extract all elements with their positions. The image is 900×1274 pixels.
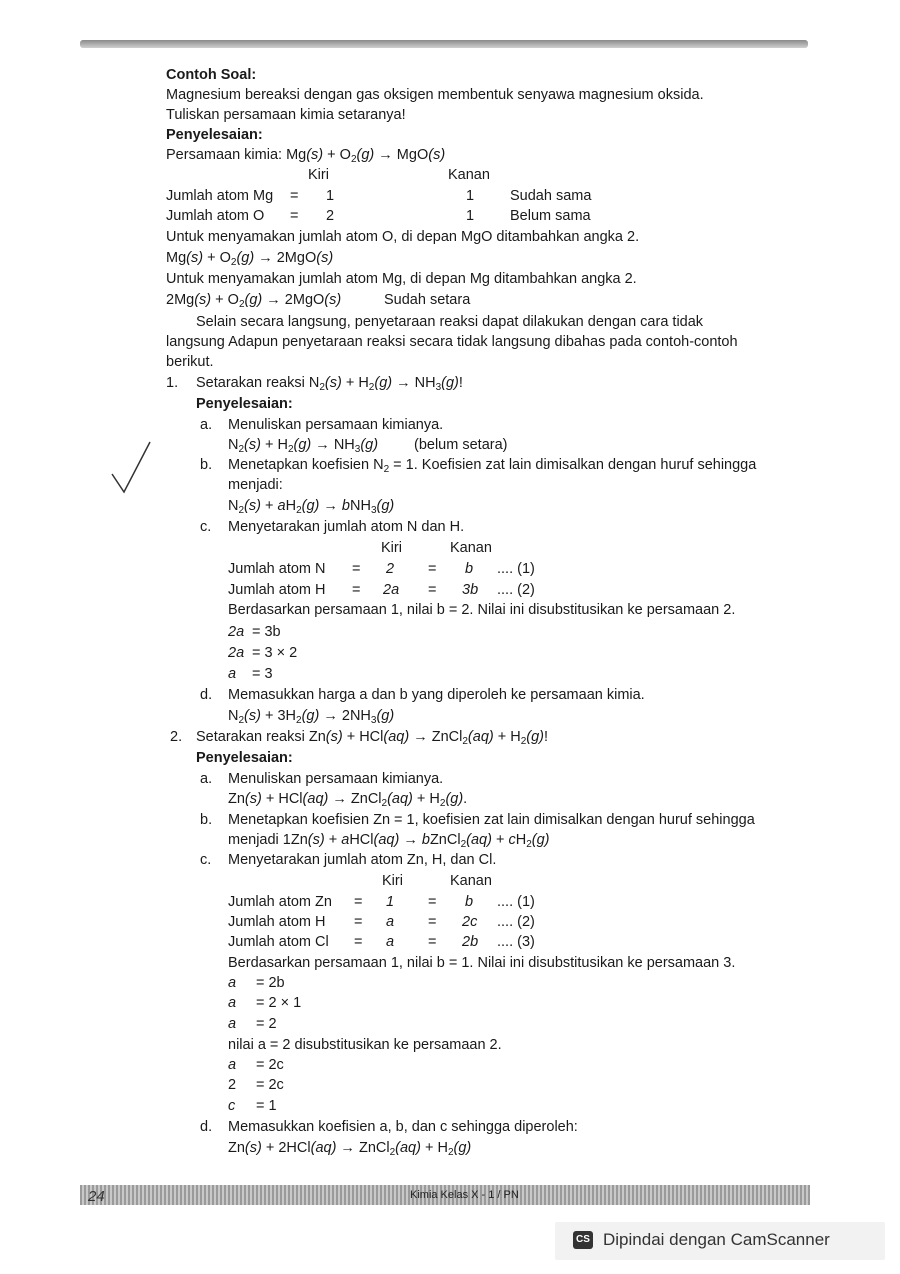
p2-calc2-3-l: c	[228, 1098, 236, 1114]
page-number: 24	[88, 1188, 105, 1205]
page-top-edge	[80, 40, 808, 48]
p1-d-equation: $N_2(s) + 3H_2(g) \to 2NH_3(g)$	[228, 708, 395, 726]
row-mg-left: 1	[326, 188, 335, 204]
p2-d-equation: Zn(s) + 2HCl(aq) → ZnCl$_2$(aq) + $H_2(g)$	[228, 1140, 472, 1158]
p1-row-h-eq: =	[352, 582, 361, 598]
p2-task: Setarakan reaksi Zn(s) + HCl(aq) → ZnCl$_2$(aq) + $H_2(g)$!	[196, 729, 549, 747]
p2-b-label: b.	[200, 812, 213, 828]
p1-row-h-tag: .... (2)	[497, 582, 535, 598]
p1-a-text: Menuliskan persamaan kimianya.	[228, 417, 444, 433]
p1-d-text: Memasukkan harga a dan b yang diperoleh ke persamaan kimia.	[228, 687, 645, 703]
para-indirect-3: berikut.	[166, 354, 214, 370]
row-mg-eq: =	[290, 188, 299, 204]
p2-row-zn-tag: .... (1)	[497, 894, 535, 910]
equation-step-1: $Mg(s) + O_2(g) \to 2MgO(s)$	[166, 250, 334, 268]
p2-row-zn-left: 1	[386, 894, 395, 910]
row-o-left: 2	[326, 208, 335, 224]
p1-calc-1-r: = 3b	[252, 624, 281, 640]
p1-a-label: a.	[200, 417, 213, 433]
p2-d-label: d.	[200, 1119, 213, 1135]
p2-calc1-3-r: = 2	[256, 1016, 277, 1032]
p2-subst-2: nilai a = 2 disubstitusikan ke persamaan 2.	[228, 1037, 502, 1053]
p2-calc1-3-l: a	[228, 1016, 237, 1032]
p1-row-h-right: 3b	[462, 582, 479, 598]
footer-text: Kimia Kelas X - 1 / PN	[410, 1189, 519, 1201]
p2-row-h-label: Jumlah atom H	[228, 914, 326, 930]
row-mg-right: 1	[466, 188, 475, 204]
p2-calc2-3-r: = 1	[256, 1098, 277, 1114]
p2-c-label: c.	[200, 852, 212, 868]
para-o: Untuk menyamakan jumlah atom O, di depan MgO ditambahkan angka 2.	[166, 229, 640, 245]
p1-b-text: Menetapkan koefisien $N_2 = 1$. Koefisien zat lain dimisalkan dengan huruf sehingga	[228, 457, 757, 475]
p2-calc1-2-l: a	[228, 995, 237, 1011]
p2-d-text: Memasukkan koefisien a, b, dan c sehingga diperoleh:	[228, 1119, 578, 1135]
p1-a-equation: $N_2(s) + H_2(g) \to NH_3(g)$	[228, 437, 379, 455]
p2-row-h-right: 2c	[462, 914, 478, 930]
p1-row-n-tag: .... (1)	[497, 561, 535, 577]
p2-row-cl-eq2: =	[428, 934, 437, 950]
row-o-status: Belum sama	[510, 208, 591, 224]
p1-calc-3-l: a	[228, 666, 237, 682]
p1-subst: Berdasarkan persamaan 1, nilai b = 2. Nilai ini disubstitusikan ke persamaan 2.	[228, 602, 736, 618]
p2-row-zn-right: b	[465, 894, 474, 910]
p1-calc-3-r: = 3	[252, 666, 273, 682]
p1-number: 1.	[166, 375, 179, 391]
p1-row-n-eq2: =	[428, 561, 437, 577]
p1-calc-2-r: = 3 × 2	[252, 645, 298, 661]
p1-task: Setarakan reaksi $N_2(s) + H_2(g) \to NH_3(g)$!	[196, 375, 463, 393]
para-mg: Untuk menyamakan jumlah atom Mg, di depan Mg ditambahkan angka 2.	[166, 271, 637, 287]
p1-row-h-label: Jumlah atom H	[228, 582, 326, 598]
para-indirect-2: langsung Adapun penyetaraan reaksi secara tidak langsung dibahas pada contoh-contoh	[166, 334, 738, 350]
p1-col-right: Kanan	[450, 540, 492, 556]
p2-calc1-1-r: = 2b	[256, 975, 285, 991]
p1-c-text: Menyetarakan jumlah atom N dan H.	[228, 519, 465, 535]
p1-calc-2-l: 2a	[228, 645, 245, 661]
p1-col-left: Kiri	[381, 540, 402, 556]
p2-a-equation: Zn(s) + HCl(aq) → ZnCl$_2$(aq) + $H_2(g)$.	[228, 791, 468, 809]
p1-row-n-eq: =	[352, 561, 361, 577]
p1-b-text-2: menjadi:	[228, 477, 283, 493]
p1-row-n-left: 2	[386, 561, 395, 577]
p2-solution-label: Penyelesaian:	[196, 750, 293, 766]
p1-c-label: c.	[200, 519, 212, 535]
p2-calc2-1-r: = 2c	[256, 1057, 284, 1073]
p1-b-equation: $N_2(s) + aH_2(g) \to bNH_3(g)$	[228, 498, 395, 516]
solution-label: Penyelesaian:	[166, 127, 263, 143]
p2-calc1-2-r: = 2 × 1	[256, 995, 302, 1011]
col-right-header: Kanan	[448, 167, 490, 183]
p1-belum-setara: (belum setara)	[414, 437, 508, 453]
p2-a-text: Menuliskan persamaan kimianya.	[228, 771, 444, 787]
p2-row-zn-eq2: =	[428, 894, 437, 910]
p2-row-cl-tag: .... (3)	[497, 934, 535, 950]
p1-solution-label: Penyelesaian:	[196, 396, 293, 412]
p1-row-h-left: 2a	[383, 582, 400, 598]
equation-line: Persamaan kimia: $Mg(s) + O_2(g) \to MgO(s)$	[166, 147, 446, 165]
row-o-eq: =	[290, 208, 299, 224]
p2-b-text: Menetapkan koefisien Zn = 1, koefisien zat lain dimisalkan dengan huruf sehingga	[228, 812, 755, 828]
p2-row-h-tag: .... (2)	[497, 914, 535, 930]
camscanner-text: Dipindai dengan CamScanner	[603, 1230, 830, 1249]
p2-subst: Berdasarkan persamaan 1, nilai b = 1. Nilai ini disubstitusikan ke persamaan 3.	[228, 955, 736, 971]
p2-calc1-1-l: a	[228, 975, 237, 991]
section-title: Contoh Soal:	[166, 67, 257, 83]
p1-d-label: d.	[200, 687, 213, 703]
p1-row-n-label: Jumlah atom N	[228, 561, 326, 577]
p2-row-cl-eq: =	[354, 934, 363, 950]
para-indirect-1: Selain secara langsung, penyetaraan reaksi dapat dilakukan dengan cara tidak	[196, 314, 704, 330]
p2-b-equation: menjadi 1Zn(s) + aHCl(aq) → bZnCl$_2$(aq) + $cH_2(g)$	[228, 832, 550, 850]
p2-a-label: a.	[200, 771, 213, 787]
sudah-setara: Sudah setara	[384, 292, 471, 308]
p2-row-cl-left: a	[386, 934, 395, 950]
p1-row-n-right: b	[465, 561, 474, 577]
p1-b-label: b.	[200, 457, 213, 473]
row-o-right: 1	[466, 208, 475, 224]
p2-c-text: Menyetarakan jumlah atom Zn, H, dan Cl.	[228, 852, 497, 868]
col-left-header: Kiri	[308, 167, 329, 183]
p2-calc2-1-l: a	[228, 1057, 237, 1073]
p2-row-zn-label: Jumlah atom Zn	[228, 894, 332, 910]
check-mark-icon	[110, 440, 154, 496]
camscanner-logo: CS	[573, 1231, 593, 1249]
row-o-label: Jumlah atom O	[166, 208, 265, 224]
row-mg-status: Sudah sama	[510, 188, 592, 204]
p2-row-zn-eq: =	[354, 894, 363, 910]
p1-calc-1-l: 2a	[228, 624, 245, 640]
p1-row-h-eq2: =	[428, 582, 437, 598]
p2-row-cl-label: Jumlah atom Cl	[228, 934, 329, 950]
row-mg-label: Jumlah atom Mg	[166, 188, 274, 204]
p2-calc2-2-l: 2	[228, 1077, 237, 1093]
p2-calc2-2-r: = 2c	[256, 1077, 284, 1093]
p2-row-h-eq2: =	[428, 914, 437, 930]
p2-col-right: Kanan	[450, 873, 492, 889]
p2-row-h-eq: =	[354, 914, 363, 930]
p2-col-left: Kiri	[382, 873, 403, 889]
p2-row-h-left: a	[386, 914, 395, 930]
equation-step-2: $2Mg(s) + O_2(g) \to 2MgO(s)$	[166, 292, 342, 310]
intro-line-1: Magnesium bereaksi dengan gas oksigen membentuk senyawa magnesium oksida.	[166, 87, 704, 103]
intro-line-2: Tuliskan persamaan kimia setaranya!	[166, 107, 406, 123]
p2-row-cl-right: 2b	[462, 934, 479, 950]
p2-number: 2.	[170, 729, 183, 745]
